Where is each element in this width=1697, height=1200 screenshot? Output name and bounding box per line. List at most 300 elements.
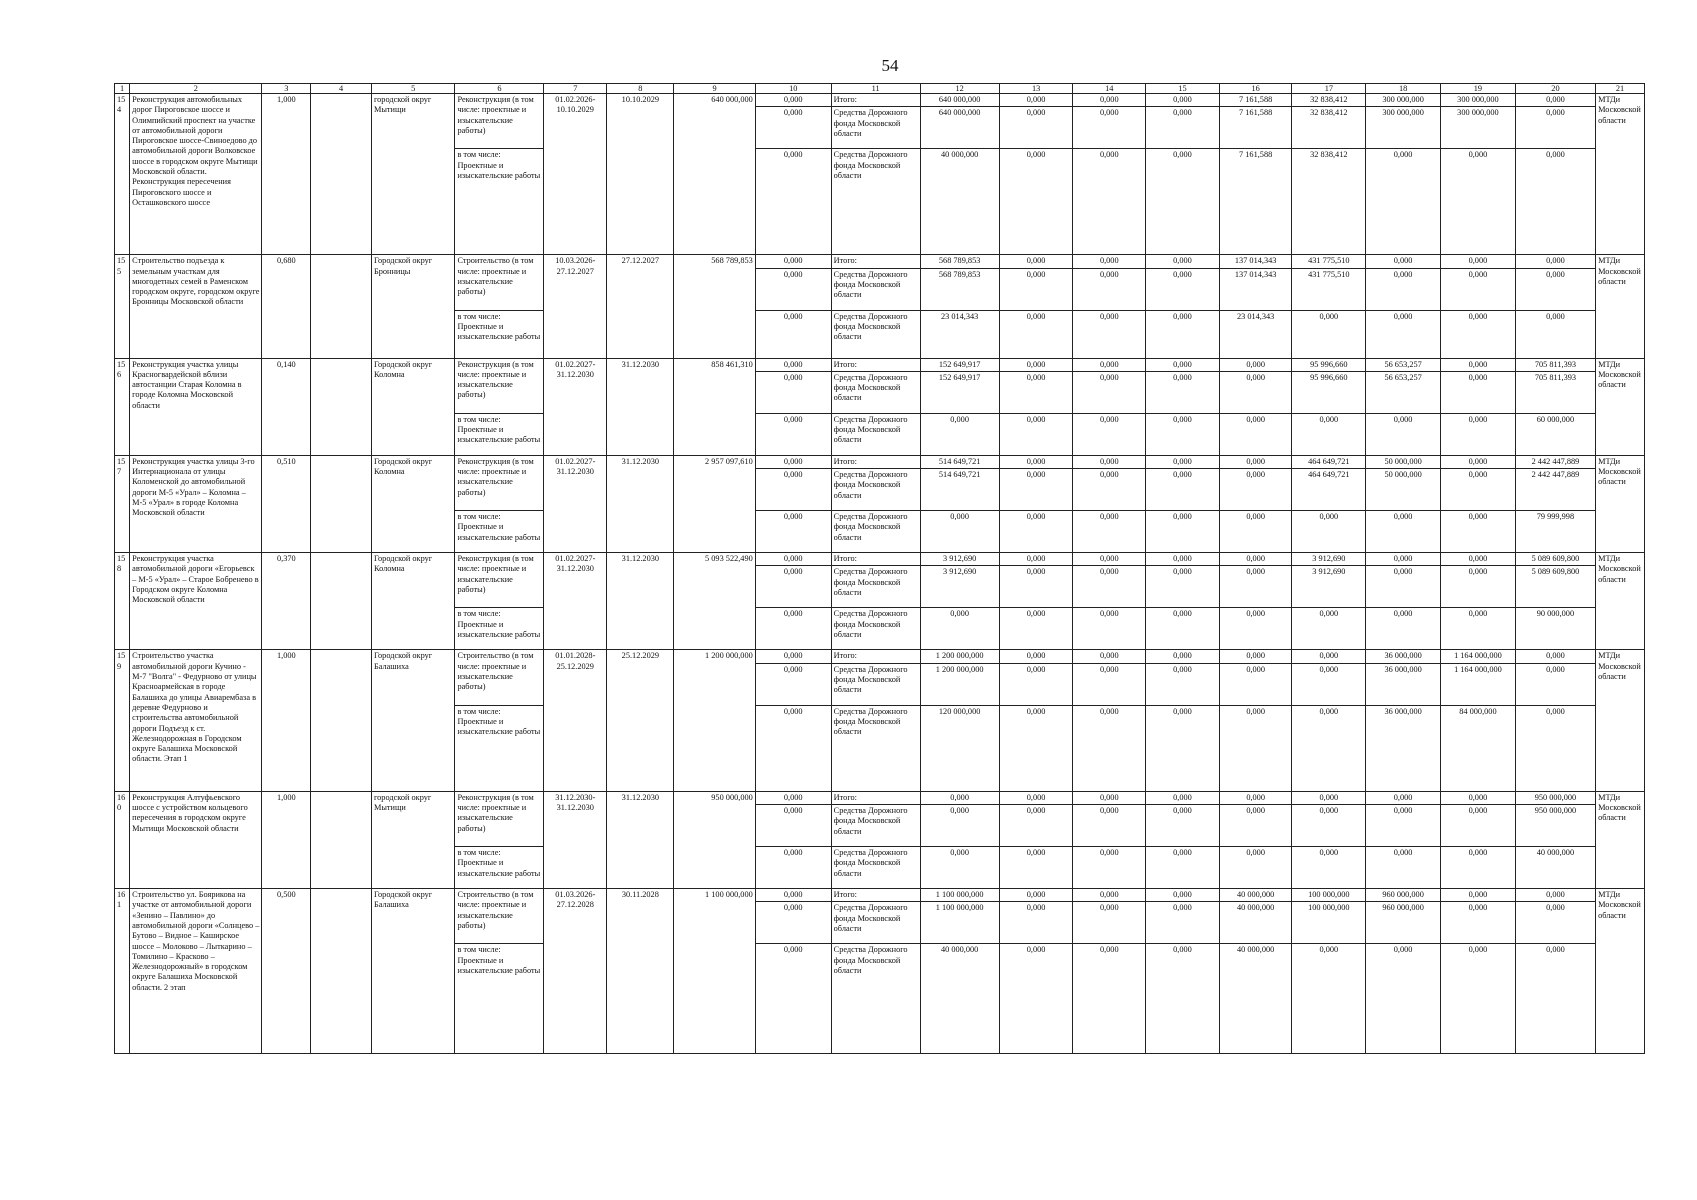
amount-cell: 0,000: [1441, 608, 1516, 650]
column-number-8: 8: [607, 84, 674, 94]
open-date-cell: 31.12.2030: [607, 455, 674, 552]
funded-cell: 0,000: [755, 705, 831, 791]
amount-cell: 0,000: [1219, 358, 1292, 371]
column-number-row: [115, 84, 1645, 94]
amount-cell: 0,000: [1146, 107, 1220, 149]
municipality-cell: Городской округ Коломна: [371, 358, 454, 455]
amount-cell: 36 000,000: [1366, 650, 1441, 663]
amount-cell: 1 164 000,000: [1441, 650, 1516, 663]
amount-cell: 0,000: [1219, 847, 1292, 889]
amount-cell: 0,000: [1146, 902, 1220, 944]
amount-cell: 0,000: [920, 511, 999, 553]
amount-cell: 7 161,588: [1219, 107, 1292, 149]
amount-cell: 0,000: [1073, 511, 1146, 553]
amount-cell: 0,000: [1441, 566, 1516, 608]
amount-cell: 7 161,588: [1219, 94, 1292, 107]
amount-cell: 152 649,917: [920, 371, 999, 413]
table-row: [115, 791, 1645, 804]
amount-cell: 100 000,000: [1292, 902, 1366, 944]
column-number-21: 21: [1596, 84, 1645, 94]
amount-cell: 0,000: [1073, 805, 1146, 847]
amount-cell: 0,000: [1146, 94, 1220, 107]
amount-cell: 0,000: [1292, 791, 1366, 804]
open-date-cell: 31.12.2030: [607, 553, 674, 650]
amount-cell: 0,000: [1366, 268, 1441, 310]
object-name-cell: Реконструкция участка улицы 3-го Интернационала от улицы Коломенской до автомобильной дороги М-5 «Урал» – Коломна – М-5 «Урал» в городе Коломна Московской области: [130, 455, 262, 552]
amount-cell: 0,000: [1366, 255, 1441, 268]
municipality-cell: Городской округ Бронницы: [371, 255, 454, 358]
open-date-cell: 31.12.2030: [607, 358, 674, 455]
row-number-cell: 156: [115, 358, 130, 455]
amount-cell: 36 000,000: [1366, 663, 1441, 705]
amount-cell: 0,000: [1366, 413, 1441, 455]
amount-cell: 0,000: [1073, 469, 1146, 511]
dates-cell: 01.01.2028-25.12.2029: [544, 650, 607, 791]
funded-cell: 0,000: [755, 902, 831, 944]
table-row: [115, 553, 1645, 566]
amount-cell: 431 775,510: [1292, 255, 1366, 268]
amount-cell: 640 000,000: [920, 94, 999, 107]
column-4-cell: [311, 650, 372, 791]
amount-cell: 0,000: [999, 663, 1073, 705]
amount-cell: 514 649,721: [920, 469, 999, 511]
amount-cell: 0,000: [920, 608, 999, 650]
work-subtype-cell: в том числе: Проектные и изыскательские работы: [455, 413, 544, 455]
amount-cell: 1 100 000,000: [920, 889, 999, 902]
amount-cell: 56 653,257: [1366, 358, 1441, 371]
power-cell: 1,000: [262, 650, 311, 791]
amount-cell: 100 000,000: [1292, 889, 1366, 902]
amount-cell: 705 811,393: [1515, 371, 1595, 413]
cost-cell: 2 957 097,610: [674, 455, 755, 552]
amount-cell: 0,000: [1073, 455, 1146, 468]
municipality-cell: городской округ Мытищи: [371, 94, 454, 255]
amount-cell: 40 000,000: [920, 944, 999, 1054]
amount-cell: 137 014,343: [1219, 255, 1292, 268]
cost-cell: 568 789,853: [674, 255, 755, 358]
amount-cell: 0,000: [1146, 413, 1220, 455]
amount-cell: 0,000: [1146, 944, 1220, 1054]
amount-cell: 0,000: [1219, 371, 1292, 413]
amount-cell: 0,000: [999, 107, 1073, 149]
cost-cell: 640 000,000: [674, 94, 755, 255]
dates-cell: 01.02.2026-10.10.2029: [544, 94, 607, 255]
source-cell: Средства Дорожного фонда Московской области: [831, 805, 920, 847]
cost-cell: 1 200 000,000: [674, 650, 755, 791]
amount-cell: 0,000: [1515, 650, 1595, 663]
source-cell: Средства Дорожного фонда Московской области: [831, 608, 920, 650]
column-number-19: 19: [1441, 84, 1516, 94]
work-type-cell: Реконструкция (в том числе: проектные и изыскательские работы): [455, 553, 544, 608]
amount-cell: 0,000: [999, 310, 1073, 358]
amount-cell: 640 000,000: [920, 107, 999, 149]
cost-cell: 858 461,310: [674, 358, 755, 455]
amount-cell: 0,000: [1146, 608, 1220, 650]
customer-cell: МТДи Московской области: [1596, 791, 1645, 888]
amount-cell: 0,000: [1073, 107, 1146, 149]
column-number-18: 18: [1366, 84, 1441, 94]
amount-cell: 1 164 000,000: [1441, 663, 1516, 705]
amount-cell: 0,000: [1366, 608, 1441, 650]
amount-cell: 0,000: [1441, 455, 1516, 468]
amount-cell: 1 200 000,000: [920, 663, 999, 705]
source-cell: Итого:: [831, 791, 920, 804]
amount-cell: 0,000: [1146, 371, 1220, 413]
amount-cell: 300 000,000: [1441, 94, 1516, 107]
amount-cell: 0,000: [1292, 310, 1366, 358]
column-number-3: 3: [262, 84, 311, 94]
power-cell: 0,140: [262, 358, 311, 455]
cost-cell: 950 000,000: [674, 791, 755, 888]
row-number-cell: 158: [115, 553, 130, 650]
row-number-cell: 157: [115, 455, 130, 552]
amount-cell: 3 912,690: [1292, 553, 1366, 566]
amount-cell: 0,000: [1292, 663, 1366, 705]
amount-cell: 50 000,000: [1366, 469, 1441, 511]
row-number-cell: 161: [115, 889, 130, 1054]
amount-cell: 0,000: [1219, 413, 1292, 455]
amount-cell: 0,000: [1292, 413, 1366, 455]
amount-cell: 0,000: [1441, 268, 1516, 310]
column-number-14: 14: [1073, 84, 1146, 94]
amount-cell: 0,000: [1219, 791, 1292, 804]
customer-cell: МТДи Московской области: [1596, 553, 1645, 650]
amount-cell: 0,000: [1366, 553, 1441, 566]
work-subtype-cell: в том числе: Проектные и изыскательские работы: [455, 511, 544, 553]
amount-cell: 0,000: [1146, 553, 1220, 566]
amount-cell: 0,000: [1219, 553, 1292, 566]
amount-cell: 5 089 609,800: [1515, 566, 1595, 608]
amount-cell: 23 014,343: [1219, 310, 1292, 358]
column-number-15: 15: [1146, 84, 1220, 94]
amount-cell: 0,000: [999, 149, 1073, 255]
amount-cell: 3 912,690: [1292, 566, 1366, 608]
amount-cell: 32 838,412: [1292, 94, 1366, 107]
amount-cell: 0,000: [1366, 149, 1441, 255]
amount-cell: 568 789,853: [920, 268, 999, 310]
amount-cell: 0,000: [1441, 469, 1516, 511]
column-number-6: 6: [455, 84, 544, 94]
program-table-container: [114, 83, 1645, 1054]
amount-cell: 0,000: [1073, 371, 1146, 413]
customer-cell: МТДи Московской области: [1596, 358, 1645, 455]
source-cell: Итого:: [831, 255, 920, 268]
amount-cell: 0,000: [1441, 413, 1516, 455]
object-name-cell: Строительство подъезда к земельным участкам для многодетных семей в Раменском городском округе, городском округе Бронницы Московской области: [130, 255, 262, 358]
amount-cell: 0,000: [1146, 149, 1220, 255]
funded-cell: 0,000: [755, 847, 831, 889]
amount-cell: 0,000: [1146, 469, 1220, 511]
source-cell: Итого:: [831, 650, 920, 663]
amount-cell: 0,000: [1146, 255, 1220, 268]
amount-cell: 0,000: [1292, 805, 1366, 847]
funded-cell: 0,000: [755, 608, 831, 650]
amount-cell: 0,000: [1441, 902, 1516, 944]
amount-cell: 0,000: [1515, 889, 1595, 902]
amount-cell: 0,000: [1441, 944, 1516, 1054]
amount-cell: 3 912,690: [920, 553, 999, 566]
amount-cell: 0,000: [999, 847, 1073, 889]
work-subtype-cell: в том числе: Проектные и изыскательские работы: [455, 310, 544, 358]
amount-cell: 514 649,721: [920, 455, 999, 468]
amount-cell: 0,000: [1366, 310, 1441, 358]
object-name-cell: Реконструкция участка автомобильной дороги «Егорьевск – М-5 «Урал» – Старое Бобренево в Городском округе Коломна Московской области: [130, 553, 262, 650]
amount-cell: 0,000: [1366, 805, 1441, 847]
object-name-cell: Строительство ул. Боярикова на участке от автомобильной дороги «Зенино – Павлино» до автомобильной дороги «Солнцево – Бутово – Видное – Каширское шоссе – Молоково – Лыткарино – Томилино – Красково – Железнодорожный» в городском округе Балашиха Московской области. 2 этап: [130, 889, 262, 1054]
amount-cell: 40 000,000: [920, 149, 999, 255]
dates-cell: 01.02.2027-31.12.2030: [544, 553, 607, 650]
amount-cell: 300 000,000: [1366, 94, 1441, 107]
funded-cell: 0,000: [755, 469, 831, 511]
amount-cell: 0,000: [1073, 847, 1146, 889]
amount-cell: 32 838,412: [1292, 149, 1366, 255]
table-body: [115, 84, 1645, 1054]
amount-cell: 0,000: [1292, 608, 1366, 650]
amount-cell: 40 000,000: [1515, 847, 1595, 889]
amount-cell: 0,000: [1219, 511, 1292, 553]
amount-cell: 0,000: [1146, 663, 1220, 705]
open-date-cell: 30.11.2028: [607, 889, 674, 1054]
object-name-cell: Реконструкция Алтуфьевского шоссе с устройством кольцевого пересечения в городском округе Мытищи Московской области: [130, 791, 262, 888]
amount-cell: 0,000: [999, 553, 1073, 566]
amount-cell: 300 000,000: [1366, 107, 1441, 149]
amount-cell: 0,000: [920, 413, 999, 455]
amount-cell: 0,000: [1073, 413, 1146, 455]
amount-cell: 84 000,000: [1441, 705, 1516, 791]
work-subtype-cell: в том числе: Проектные и изыскательские работы: [455, 608, 544, 650]
amount-cell: 50 000,000: [1366, 455, 1441, 468]
dates-cell: 10.03.2026-27.12.2027: [544, 255, 607, 358]
amount-cell: 0,000: [1292, 650, 1366, 663]
amount-cell: 2 442 447,889: [1515, 455, 1595, 468]
funded-cell: 0,000: [755, 455, 831, 468]
amount-cell: 0,000: [1219, 469, 1292, 511]
amount-cell: 0,000: [1219, 650, 1292, 663]
amount-cell: 0,000: [1073, 268, 1146, 310]
amount-cell: 0,000: [999, 944, 1073, 1054]
funded-cell: 0,000: [755, 944, 831, 1054]
source-cell: Итого:: [831, 889, 920, 902]
amount-cell: 1 200 000,000: [920, 650, 999, 663]
amount-cell: 0,000: [1441, 805, 1516, 847]
column-number-4: 4: [311, 84, 372, 94]
amount-cell: 0,000: [1515, 944, 1595, 1054]
amount-cell: 0,000: [1441, 553, 1516, 566]
amount-cell: 0,000: [1441, 255, 1516, 268]
amount-cell: 0,000: [999, 650, 1073, 663]
amount-cell: 0,000: [1515, 663, 1595, 705]
column-number-11: 11: [831, 84, 920, 94]
amount-cell: 23 014,343: [920, 310, 999, 358]
source-cell: Средства Дорожного фонда Московской области: [831, 902, 920, 944]
amount-cell: 0,000: [1073, 902, 1146, 944]
table-row: [115, 94, 1645, 107]
row-number-cell: 160: [115, 791, 130, 888]
amount-cell: 40 000,000: [1219, 944, 1292, 1054]
amount-cell: 0,000: [999, 413, 1073, 455]
amount-cell: 0,000: [999, 902, 1073, 944]
dates-cell: 01.02.2027-31.12.2030: [544, 358, 607, 455]
row-number-cell: 154: [115, 94, 130, 255]
source-cell: Средства Дорожного фонда Московской области: [831, 847, 920, 889]
amount-cell: 950 000,000: [1515, 805, 1595, 847]
amount-cell: 960 000,000: [1366, 889, 1441, 902]
column-4-cell: [311, 553, 372, 650]
amount-cell: 0,000: [999, 705, 1073, 791]
work-subtype-cell: в том числе: Проектные и изыскательские работы: [455, 847, 544, 889]
municipality-cell: городской округ Мытищи: [371, 791, 454, 888]
amount-cell: 0,000: [1292, 847, 1366, 889]
column-number-9: 9: [674, 84, 755, 94]
amount-cell: 0,000: [999, 94, 1073, 107]
amount-cell: 3 912,690: [920, 566, 999, 608]
amount-cell: 0,000: [1441, 149, 1516, 255]
source-cell: Итого:: [831, 94, 920, 107]
amount-cell: 0,000: [1441, 889, 1516, 902]
amount-cell: 0,000: [1441, 511, 1516, 553]
amount-cell: 79 999,998: [1515, 511, 1595, 553]
customer-cell: МТДи Московской области: [1596, 255, 1645, 358]
funded-cell: 0,000: [755, 107, 831, 149]
open-date-cell: 27.12.2027: [607, 255, 674, 358]
source-cell: Средства Дорожного фонда Московской области: [831, 310, 920, 358]
column-number-12: 12: [920, 84, 999, 94]
column-number-17: 17: [1292, 84, 1366, 94]
amount-cell: 0,000: [1292, 511, 1366, 553]
power-cell: 0,510: [262, 455, 311, 552]
source-cell: Средства Дорожного фонда Московской области: [831, 268, 920, 310]
table-row: [115, 358, 1645, 371]
amount-cell: 960 000,000: [1366, 902, 1441, 944]
dates-cell: 01.02.2027-31.12.2030: [544, 455, 607, 552]
source-cell: Средства Дорожного фонда Московской области: [831, 705, 920, 791]
amount-cell: 0,000: [999, 469, 1073, 511]
source-cell: Средства Дорожного фонда Московской области: [831, 469, 920, 511]
amount-cell: 0,000: [1073, 791, 1146, 804]
amount-cell: 0,000: [1515, 94, 1595, 107]
amount-cell: 0,000: [1073, 94, 1146, 107]
municipality-cell: Городской округ Балашиха: [371, 650, 454, 791]
funded-cell: 0,000: [755, 371, 831, 413]
amount-cell: 0,000: [1146, 268, 1220, 310]
amount-cell: 0,000: [920, 791, 999, 804]
power-cell: 0,370: [262, 553, 311, 650]
amount-cell: 0,000: [1441, 310, 1516, 358]
object-name-cell: Реконструкция участка улицы Красногвардейской вблизи автостанции Старая Коломна в городе Коломна Московской области: [130, 358, 262, 455]
funded-cell: 0,000: [755, 566, 831, 608]
amount-cell: 0,000: [999, 268, 1073, 310]
cost-cell: 5 093 522,490: [674, 553, 755, 650]
amount-cell: 0,000: [1073, 650, 1146, 663]
amount-cell: 0,000: [999, 566, 1073, 608]
funded-cell: 0,000: [755, 255, 831, 268]
amount-cell: 0,000: [999, 455, 1073, 468]
work-type-cell: Реконструкция (в том числе: проектные и изыскательские работы): [455, 791, 544, 846]
amount-cell: 0,000: [1366, 944, 1441, 1054]
amount-cell: 56 653,257: [1366, 371, 1441, 413]
amount-cell: 0,000: [920, 805, 999, 847]
amount-cell: 0,000: [1515, 149, 1595, 255]
source-cell: Средства Дорожного фонда Московской области: [831, 371, 920, 413]
amount-cell: 0,000: [999, 791, 1073, 804]
amount-cell: 0,000: [1515, 902, 1595, 944]
amount-cell: 0,000: [1441, 791, 1516, 804]
amount-cell: 0,000: [1146, 805, 1220, 847]
work-type-cell: Реконструкция (в том числе: проектные и изыскательские работы): [455, 455, 544, 510]
funded-cell: 0,000: [755, 310, 831, 358]
amount-cell: 0,000: [1441, 847, 1516, 889]
amount-cell: 0,000: [999, 511, 1073, 553]
column-number-13: 13: [999, 84, 1073, 94]
amount-cell: 0,000: [1146, 889, 1220, 902]
power-cell: 0,500: [262, 889, 311, 1054]
open-date-cell: 25.12.2029: [607, 650, 674, 791]
amount-cell: 0,000: [920, 847, 999, 889]
row-number-cell: 155: [115, 255, 130, 358]
dates-cell: 01.03.2026-27.12.2028: [544, 889, 607, 1054]
column-number-20: 20: [1515, 84, 1595, 94]
column-4-cell: [311, 889, 372, 1054]
funded-cell: 0,000: [755, 889, 831, 902]
amount-cell: 137 014,343: [1219, 268, 1292, 310]
power-cell: 0,680: [262, 255, 311, 358]
amount-cell: 32 838,412: [1292, 107, 1366, 149]
funded-cell: 0,000: [755, 94, 831, 107]
amount-cell: 40 000,000: [1219, 902, 1292, 944]
municipality-cell: Городской округ Коломна: [371, 455, 454, 552]
amount-cell: 0,000: [1515, 107, 1595, 149]
amount-cell: 90 000,000: [1515, 608, 1595, 650]
amount-cell: 464 649,721: [1292, 469, 1366, 511]
amount-cell: 568 789,853: [920, 255, 999, 268]
open-date-cell: 31.12.2030: [607, 791, 674, 888]
amount-cell: 0,000: [1073, 608, 1146, 650]
funded-cell: 0,000: [755, 268, 831, 310]
amount-cell: 0,000: [999, 358, 1073, 371]
amount-cell: 1 100 000,000: [920, 902, 999, 944]
amount-cell: 300 000,000: [1441, 107, 1516, 149]
amount-cell: 0,000: [1219, 455, 1292, 468]
amount-cell: 0,000: [1073, 663, 1146, 705]
funded-cell: 0,000: [755, 650, 831, 663]
municipality-cell: Городской округ Коломна: [371, 553, 454, 650]
work-type-cell: Реконструкция (в том числе: проектные и изыскательские работы): [455, 358, 544, 413]
amount-cell: 705 811,393: [1515, 358, 1595, 371]
amount-cell: 464 649,721: [1292, 455, 1366, 468]
row-number-cell: 159: [115, 650, 130, 791]
amount-cell: 0,000: [1515, 310, 1595, 358]
amount-cell: 0,000: [1515, 268, 1595, 310]
column-4-cell: [311, 791, 372, 888]
funded-cell: 0,000: [755, 805, 831, 847]
amount-cell: 0,000: [1146, 310, 1220, 358]
column-number-7: 7: [544, 84, 607, 94]
table-row: [115, 650, 1645, 663]
work-subtype-cell: в том числе: Проектные и изыскательские работы: [455, 149, 544, 255]
amount-cell: 0,000: [1073, 310, 1146, 358]
source-cell: Итого:: [831, 553, 920, 566]
object-name-cell: Реконструкция автомобильных дорог Пироговское шоссе и Олимпийский проспект на участке от автомобильной дороги Пироговское шоссе-Свиноедово до автомобильной дороги Волковское шоссе в городском округе Мытищи Московской области. Реконструкция пересечения Пироговского шоссе и Осташковского шоссе: [130, 94, 262, 255]
amount-cell: 120 000,000: [920, 705, 999, 791]
amount-cell: 0,000: [1146, 791, 1220, 804]
amount-cell: 0,000: [1146, 511, 1220, 553]
amount-cell: 0,000: [1219, 705, 1292, 791]
power-cell: 1,000: [262, 94, 311, 255]
column-number-2: 2: [130, 84, 262, 94]
amount-cell: 5 089 609,800: [1515, 553, 1595, 566]
customer-cell: МТДи Московской области: [1596, 455, 1645, 552]
work-subtype-cell: в том числе: Проектные и изыскательские работы: [455, 705, 544, 791]
